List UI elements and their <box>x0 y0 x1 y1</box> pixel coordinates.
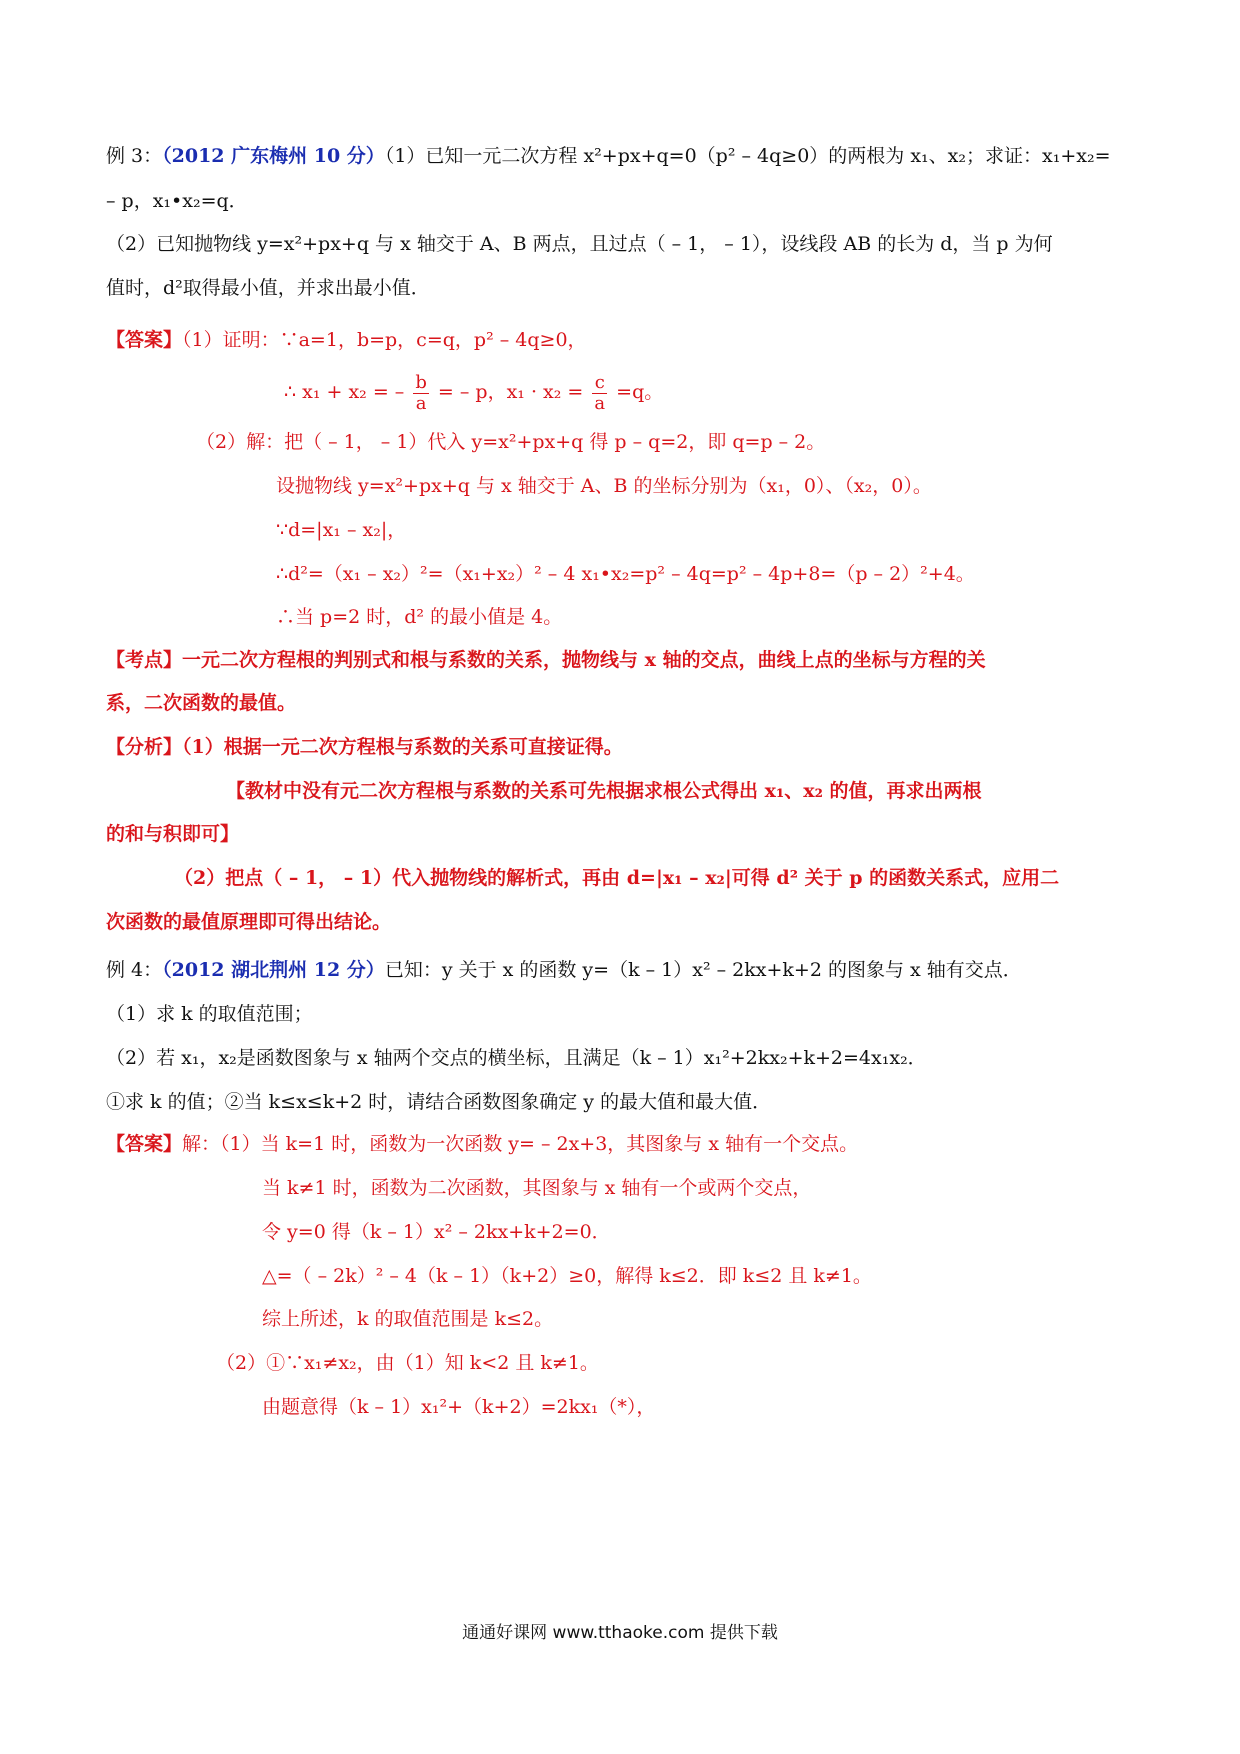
example3-answer-part2-line4: ∴d²=（x₁ – x₂）²=（x₁+x₂）² – 4 x₁•x₂=p² – 4q=p² – 4p+8=（p – 2）²+4。 <box>276 563 975 585</box>
example4-part1: （1）求 k 的取值范围； <box>106 1003 313 1025</box>
example3-analysis-line5: 次函数的最值原理即可得出结论。 <box>106 911 392 933</box>
analysis-tag: 【分析】 <box>106 736 183 758</box>
example3-analysis-line4: （2）把点（ – 1， – 1）代入抛物线的解析式，再由 d=|x₁ – x₂|可得 d² 关于 p 的函数关系式，应用二 <box>174 867 1060 889</box>
example3-analysis-line3: 的和与积即可】 <box>106 823 240 845</box>
example4-label: 例 4： <box>106 959 163 981</box>
example4-part2-sub: ①求 k 的值；②当 k≤x≤k+2 时，请结合函数图象确定 y 的最大值和最大值． <box>106 1091 772 1113</box>
answer-tag: 【答案】 <box>106 1133 183 1155</box>
example4-question-line1 <box>106 956 1022 984</box>
example4-source: （2012 湖北荆州 12 分） <box>162 959 385 981</box>
fraction-denominator: a <box>594 392 606 414</box>
fraction-numerator: c <box>592 373 607 394</box>
example3-part2-line2: 值时，d²取得最小值，并求出最小值． <box>106 277 430 299</box>
example3-answer-line1 <box>106 326 587 354</box>
example3-analysis-line2: 【教材中没有元二次方程根与系数的关系可先根据求根公式得出 x₁、x₂ 的值，再求出两根 <box>226 780 982 802</box>
example3-answer-part2-line2: 设抛物线 y=x²+px+q 与 x 轴交于 A、B 的坐标分别为（x₁，0）、（x₂，0）。 <box>276 475 932 497</box>
example4-answer-line3: 令 y=0 得（k – 1）x² – 2kx+k+2=0． <box>262 1221 611 1243</box>
analysis-text: （1）根据一元二次方程根与系数的关系可直接证得。 <box>182 736 623 758</box>
fraction-c-over-a <box>592 373 607 414</box>
example4-answer-line5: 综上所述，k 的取值范围是 k≤2。 <box>262 1308 554 1330</box>
example3-vieta-formula <box>284 370 663 414</box>
example4-stem: 已知：y 关于 x 的函数 y=（k – 1）x² – 2kx+k+2 的图象与 x 轴有交点． <box>384 959 1022 981</box>
example3-kaodian-line1 <box>106 646 986 674</box>
example4-answer-line1 <box>106 1130 858 1158</box>
example3-answer-part2-line5: ∴当 p=2 时，d² 的最小值是 4。 <box>276 606 563 628</box>
example4-answer-line7: 由题意得（k – 1）x₁²+（k+2）=2kx₁（*）， <box>262 1396 656 1418</box>
example3-answer-part2-line3: ∵d=|x₁ – x₂|， <box>276 519 407 541</box>
example3-label: 例 3： <box>106 145 163 167</box>
example3-question-line1 <box>106 142 1111 170</box>
example3-question-line2: – p，x₁•x₂=q． <box>106 190 248 212</box>
fraction-b-over-a <box>413 373 429 414</box>
kaodian-tag: 【考点】 <box>106 649 183 671</box>
example4-answer-line2: 当 k≠1 时，函数为二次函数，其图象与 x 轴有一个或两个交点， <box>262 1177 812 1199</box>
example4-answer-line6: （2）①∵x₁≠x₂，由（1）知 k<2 且 k≠1。 <box>216 1352 599 1374</box>
fraction-denominator: a <box>415 392 427 414</box>
fraction-numerator: b <box>415 371 427 393</box>
example3-kaodian-line2: 系，二次函数的最值。 <box>106 692 297 714</box>
formula-part: = – p，x₁ · x₂ = <box>437 381 584 403</box>
answer-text: （1）证明：∵a=1，b=p，c=q，p² – 4q≥0， <box>182 329 587 351</box>
example4-answer-line4: △=（ – 2k）² – 4（k – 1）（k+2）≥0，解得 k≤2．即 k≤2 且 k≠1。 <box>262 1265 872 1287</box>
example4-part2: （2）若 x₁，x₂是函数图象与 x 轴两个交点的横坐标，且满足（k – 1）x₁²+2kx₂+k+2=4x₁x₂． <box>106 1047 927 1069</box>
formula-part: ∴ x₁ + x₂ = – <box>284 381 405 403</box>
kaodian-text: 一元二次方程根的判别式和根与系数的关系，抛物线与 x 轴的交点，曲线上点的坐标与方程的关 <box>182 649 986 671</box>
example3-source: （2012 广东梅州 10 分） <box>162 145 385 167</box>
example3-part2-line1: （2）已知抛物线 y=x²+px+q 与 x 轴交于 A、B 两点，且过点（ – 1， – 1），设线段 AB 的长为 d，当 p 为何 <box>106 233 1053 255</box>
answer-tag: 【答案】 <box>106 329 183 351</box>
formula-part: =q。 <box>616 381 664 403</box>
example3-answer-part2-line1: （2）解：把（ – 1， – 1）代入 y=x²+px+q 得 p – q=2，即 q=p – 2。 <box>196 431 826 453</box>
example3-analysis-line1 <box>106 733 623 761</box>
page-footer: 通通好课网 www.tthaoke.com 提供下载 <box>462 1623 778 1643</box>
example3-question-text: （1）已知一元二次方程 x²+px+q=0（p² – 4q≥0）的两根为 x₁、x₂；求证：x₁+x₂= <box>384 145 1111 167</box>
answer-text: 解：（1）当 k=1 时，函数为一次函数 y= – 2x+3，其图象与 x 轴有一个交点。 <box>182 1133 859 1155</box>
